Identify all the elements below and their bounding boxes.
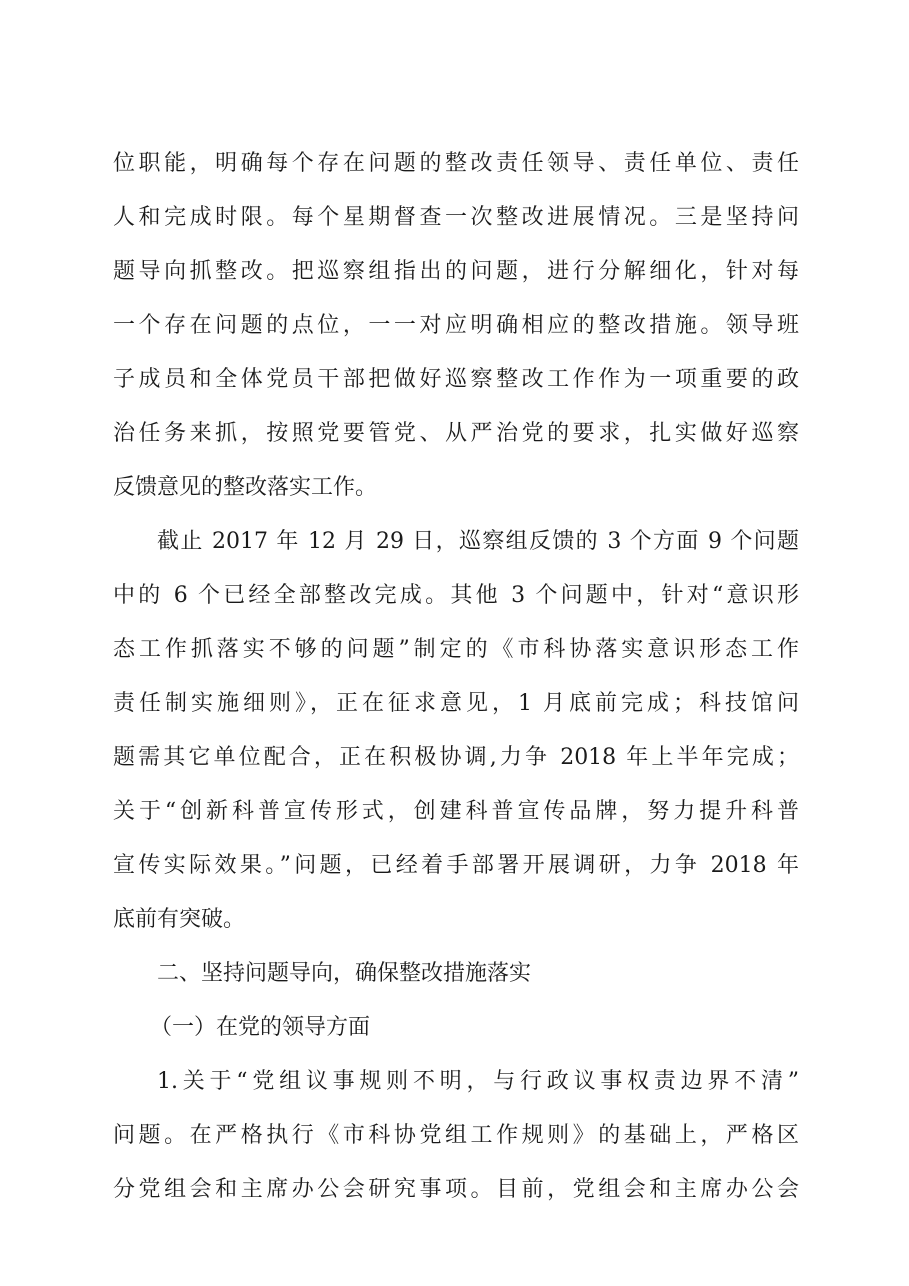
text-line: 子成员和全体党员干部把做好巡察整改工作作为一项重要的政 <box>113 367 799 392</box>
section-heading: 二、坚持问题导向，确保整改措施落实 <box>157 961 532 986</box>
paragraph-first-line: 1.关于“党组议事规则不明，与行政议事权责边界不清” <box>157 1069 799 1094</box>
subsection-heading: （一）在党的领导方面 <box>150 1015 371 1040</box>
text-line: 分党组会和主席办公会研究事项。目前，党组会和主席办公会 <box>113 1177 799 1202</box>
text-line: 底前有突破。 <box>113 907 246 932</box>
text-line: 反馈意见的整改落实工作。 <box>113 475 378 500</box>
text-line: 关于“创新科普宣传形式，创建科普宣传品牌，努力提升科普 <box>113 799 799 824</box>
text-line: 中的 6 个已经全部整改完成。其他 3 个问题中，针对“意识形 <box>113 583 799 608</box>
text-line: 题导向抓整改。把巡察组指出的问题，进行分解细化，针对每 <box>113 259 799 284</box>
text-line: 一个存在问题的点位，一一对应明确相应的整改措施。领导班 <box>113 313 799 338</box>
text-line: 治任务来抓，按照党要管党、从严治党的要求，扎实做好巡察 <box>113 421 799 446</box>
text-line: 题需其它单位配合，正在积极协调,力争 2018 年上半年完成； <box>113 745 799 770</box>
text-line: 位职能，明确每个存在问题的整改责任领导、责任单位、责任 <box>113 151 799 176</box>
text-line: 态工作抓落实不够的问题”制定的《市科协落实意识形态工作 <box>113 637 799 662</box>
text-line: 问题。在严格执行《市科协党组工作规则》的基础上，严格区 <box>113 1123 799 1148</box>
text-line: 人和完成时限。每个星期督查一次整改进展情况。三是坚持问 <box>113 205 799 230</box>
text-line: 责任制实施细则》，正在征求意见，1 月底前完成；科技馆问 <box>113 691 799 716</box>
text-line: 宣传实际效果。”问题，已经着手部署开展调研，力争 2018 年 <box>113 853 799 878</box>
paragraph-first-line: 截止 2017 年 12 月 29 日，巡察组反馈的 3 个方面 9 个问题 <box>157 529 799 554</box>
